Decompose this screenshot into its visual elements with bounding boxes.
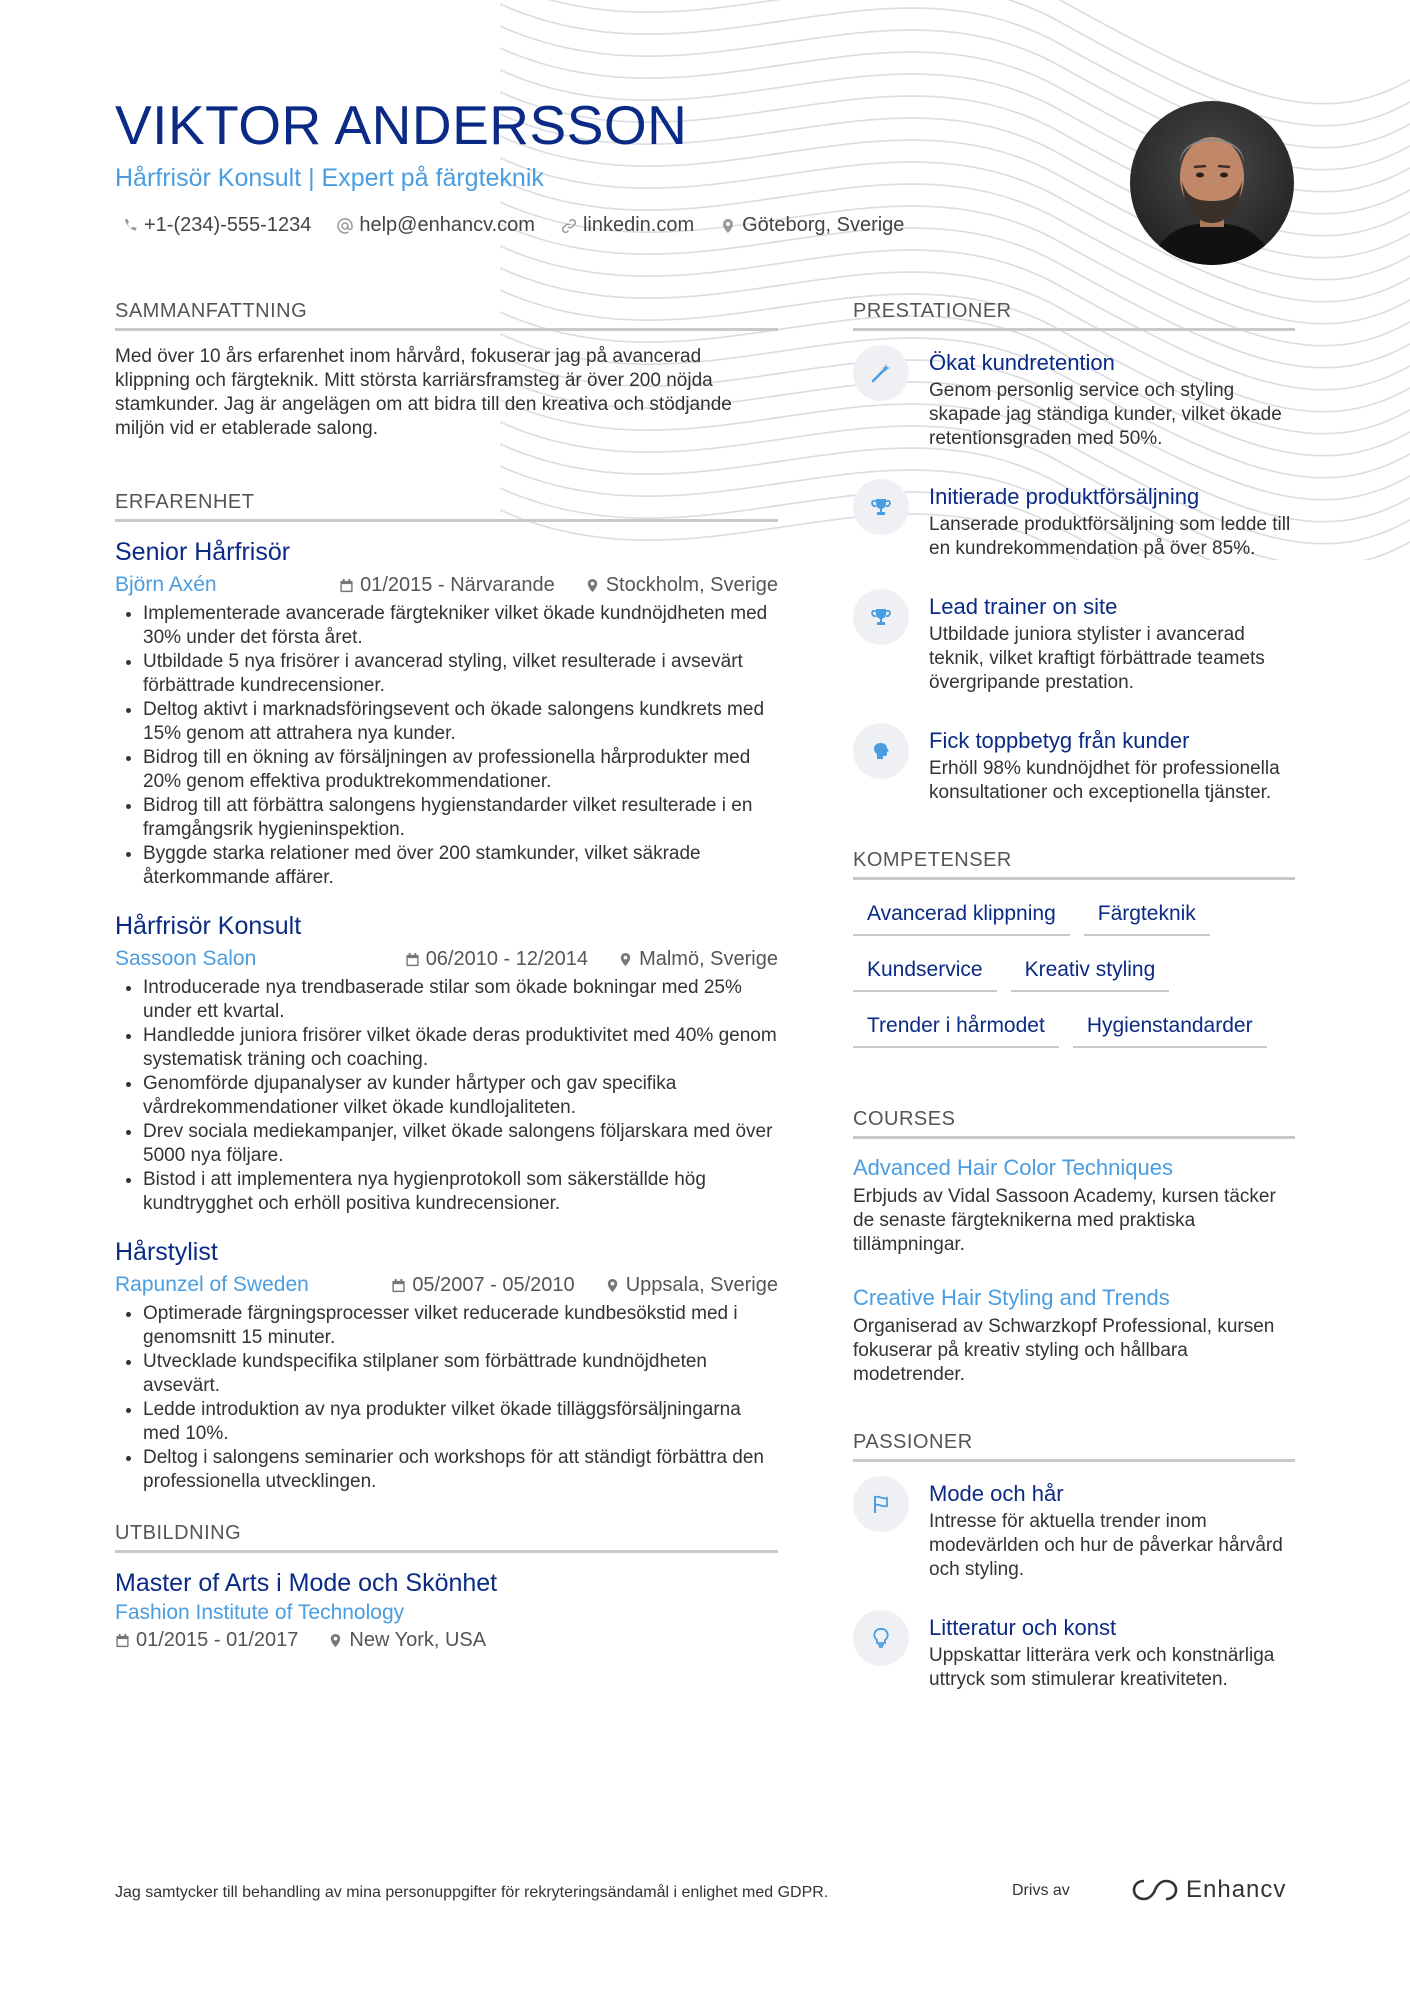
- achievement-body: [929, 479, 1295, 561]
- contact-location: [720, 214, 904, 237]
- summary-heading: SAMMANFATTNING: [115, 300, 778, 331]
- achievement-title: Initierade produktförsäljning: [929, 484, 1200, 509]
- course-title[interactable]: Creative Hair Styling and Trends: [853, 1285, 1170, 1310]
- contact-email[interactable]: [337, 214, 535, 237]
- achievement-item: [853, 723, 1295, 805]
- contact-bar: [122, 214, 904, 237]
- trophy-icon: [853, 479, 909, 535]
- left-column: [115, 300, 778, 1652]
- job-bullet: • Handledde juniora frisörer vilket ökade deras produktivitet med 40% genom systematisk träning och coaching.: [143, 1024, 778, 1072]
- skills-list: [853, 894, 1295, 1048]
- job-title: Hårfrisör Konsult: [115, 912, 302, 940]
- job-bullet: • Utbildade 5 nya frisörer i avancerad styling, vilket resulterade i avsevärt förbättrade kundrecensioner.: [143, 650, 778, 698]
- candidate-name: VIKTOR ANDERSSON: [115, 94, 688, 156]
- passion-desc: Uppskattar litterära verk och konstnärliga uttryck som stimulerar kreativiteten.: [929, 1645, 1275, 1690]
- achievement-title: Lead trainer on site: [929, 594, 1118, 619]
- calendar-icon: [339, 578, 354, 593]
- lightbulb-icon: [853, 1610, 909, 1666]
- trophy-icon: [870, 606, 892, 628]
- job-meta: [115, 944, 778, 974]
- job-meta: [115, 1270, 778, 1300]
- contact-linkedin[interactable]: [561, 214, 694, 237]
- calendar-icon: [405, 952, 420, 967]
- job-bullet: • Implementerade avancerade färgtekniker vilket ökade kundnöjdheten med 30% under det första året.: [143, 602, 778, 650]
- achievement-item: [853, 479, 1295, 561]
- job-title: Hårstylist: [115, 1238, 218, 1266]
- achievement-body: [929, 723, 1295, 805]
- job-entry: [115, 1236, 778, 1494]
- magic-wand-icon: [853, 345, 909, 401]
- contact-location-text: Göteborg, Sverige: [742, 214, 905, 236]
- job-location: [585, 574, 778, 597]
- phone-icon: [122, 218, 138, 234]
- job-dates: [405, 948, 588, 971]
- right-column: [853, 300, 1295, 1720]
- achievement-body: [929, 589, 1295, 695]
- skill-tag: Kreativ styling: [1011, 950, 1170, 992]
- brain-icon: [853, 723, 909, 779]
- contact-phone-text: +1-(234)-555-1234: [144, 214, 312, 236]
- experience-heading: ERFARENHET: [115, 491, 778, 522]
- job-location-text: Malmö, Sverige: [639, 947, 778, 970]
- achievement-item: [853, 589, 1295, 695]
- job-bullet: • Optimerade färgningsprocesser vilket reducerade kundbesökstid med i genomsnitt 15 minuter.: [143, 1302, 778, 1350]
- powered-by-label: Drivs av: [1012, 1882, 1070, 1899]
- job-bullet: • Drev sociala mediekampanjer, vilket ökade salongens följarskara med över 5000 nya följare.: [143, 1120, 778, 1168]
- course-item: [853, 1153, 1295, 1257]
- location-icon: [585, 578, 600, 593]
- job-entry: [115, 536, 778, 890]
- job-dates-text: 01/2015 - Närvarande: [360, 573, 555, 596]
- achievement-desc: Lanserade produktförsäljning som ledde till en kundrekommendation på över 85%.: [929, 514, 1291, 559]
- job-location: [605, 1274, 778, 1297]
- job-bullet: • Introducerade nya trendbaserade stilar som ökade bokningar med 25% under ett kvartal.: [143, 976, 778, 1024]
- calendar-icon: [115, 1633, 130, 1648]
- flag-icon: [853, 1476, 909, 1532]
- location-icon: [605, 1278, 620, 1293]
- job-bullet: • Deltog i salongens seminarier och workshops för att ständigt förbättra den professionella utvecklingen.: [143, 1446, 778, 1494]
- experience-list: [115, 536, 778, 1494]
- courses-heading: COURSES: [853, 1108, 1295, 1139]
- job-bullet: • Bidrog till att förbättra salongens hygienstandarder vilket resulterade i en framgångsrik hygieninspektion.: [143, 794, 778, 842]
- skill-tag: Hygienstandarder: [1073, 1006, 1267, 1048]
- flag-icon: [870, 1493, 892, 1515]
- gdpr-consent: Jag samtycker till behandling av mina personuppgifter för rekryteringsändamål i enlighet med GDPR.: [115, 1884, 829, 1901]
- job-company: Sassoon Salon: [115, 947, 257, 970]
- at-icon: [337, 218, 353, 234]
- candidate-headline: Hårfrisör Konsult | Expert på färgteknik: [115, 164, 544, 192]
- education-location: New York, USA: [328, 1629, 486, 1652]
- summary-text: Med över 10 års erfarenhet inom hårvård, fokuserar jag på avancerad klippning och färgteknik. Mitt största karriärsframsteg är över 200 nöjda stamkunder. Jag är angelägen om att bidra till den kreativa och stödjande miljön vid er etablerade salong.: [115, 346, 732, 439]
- job-meta: [115, 570, 778, 600]
- achievement-desc: Genom personlig service och styling skapade jag ständiga kunder, vilket ökade retentionsgraden med 50%.: [929, 380, 1282, 449]
- job-company: Björn Axén: [115, 573, 217, 596]
- job-bullet: • Utvecklade kundspecifika stilplaner som förbättrade kundnöjdheten avsevärt.: [143, 1350, 778, 1398]
- achievement-title: Fick toppbetyg från kunder: [929, 728, 1190, 753]
- skills-heading: KOMPETENSER: [853, 849, 1295, 880]
- contact-email-text: help@enhancv.com: [359, 214, 535, 236]
- job-bullet: • Bistod i att implementera nya hygienprotokoll som säkerställde hög kundtrygghet och erhöll positiva kundrecensioner.: [143, 1168, 778, 1216]
- location-icon: [328, 1633, 343, 1648]
- passion-body: [929, 1476, 1295, 1582]
- trophy-icon: [870, 496, 892, 518]
- calendar-icon: [391, 1278, 406, 1293]
- passion-item: [853, 1476, 1295, 1582]
- achievements-list: [853, 345, 1295, 805]
- job-bullets: [115, 1302, 778, 1494]
- job-bullet: • Bidrog till en ökning av försäljningen av professionella hårprodukter med 20% genom effektiva produktrekommendationer.: [143, 746, 778, 794]
- education-school: Fashion Institute of Technology: [115, 1601, 405, 1624]
- job-bullet: • Byggde starka relationer med över 200 stamkunder, vilket säkrade återkommande affärer.: [143, 842, 778, 890]
- job-bullet: • Deltog aktivt i marknadsföringsevent och ökade salongens kundkrets med 15% genom att attrahera nya kunder.: [143, 698, 778, 746]
- achievement-desc: Utbildade juniora stylister i avancerad teknik, vilket kraftigt förbättrade teamets övergripande prestation.: [929, 624, 1265, 693]
- passion-title: Mode och hår: [929, 1481, 1064, 1506]
- job-dates: [391, 1274, 574, 1297]
- enhancv-logo[interactable]: [1132, 1876, 1286, 1904]
- course-desc: Organiserad av Schwarzkopf Professional, kursen fokuserar på kreativ styling och hållbara modetrender.: [853, 1316, 1275, 1385]
- education-dates: 01/2015 - 01/2017: [115, 1629, 298, 1652]
- infinity-logo-icon: [1132, 1877, 1178, 1903]
- job-company: Rapunzel of Sweden: [115, 1273, 309, 1296]
- lightbulb-icon: [870, 1627, 892, 1649]
- passion-title: Litteratur och konst: [929, 1615, 1117, 1640]
- job-location: [618, 948, 778, 971]
- enhancv-logo-text: Enhancv: [1186, 1876, 1287, 1903]
- magic-wand-icon: [870, 362, 892, 384]
- passions-heading: PASSIONER: [853, 1431, 1295, 1462]
- skill-tag: Avancerad klippning: [853, 894, 1070, 936]
- achievement-desc: Erhöll 98% kundnöjdhet för professionella konsultationer och exceptionella tjänster.: [929, 758, 1280, 803]
- trophy-icon: [853, 589, 909, 645]
- job-dates-text: 06/2010 - 12/2014: [425, 947, 589, 970]
- education-degree: Master of Arts i Mode och Skönhet: [115, 1569, 498, 1597]
- education-heading: UTBILDNING: [115, 1522, 778, 1553]
- skill-tag: Färgteknik: [1084, 894, 1210, 936]
- link-icon: [561, 218, 577, 234]
- job-location-text: Uppsala, Sverige: [625, 1273, 778, 1296]
- achievement-title: Ökat kundretention: [929, 350, 1115, 375]
- location-icon: [720, 218, 736, 234]
- achievement-body: [929, 345, 1295, 451]
- job-bullet: • Ledde introduktion av nya produkter vilket ökade tilläggsförsäljningarna med 10%.: [143, 1398, 778, 1446]
- location-icon: [618, 952, 633, 967]
- course-title[interactable]: Advanced Hair Color Techniques: [853, 1155, 1173, 1180]
- passion-body: [929, 1610, 1295, 1692]
- course-desc: Erbjuds av Vidal Sassoon Academy, kursen täcker de senaste färgteknikerna med praktiska tillämpningar.: [853, 1186, 1276, 1255]
- job-bullets: [115, 976, 778, 1216]
- contact-phone[interactable]: [122, 214, 311, 237]
- education-meta: [115, 1629, 778, 1652]
- passion-item: [853, 1610, 1295, 1692]
- skill-tag: Trender i hårmodet: [853, 1006, 1059, 1048]
- brain-icon: [870, 740, 892, 762]
- job-bullets: [115, 602, 778, 890]
- skill-tag: Kundservice: [853, 950, 997, 992]
- courses-list: [853, 1153, 1295, 1387]
- course-item: [853, 1283, 1295, 1387]
- passion-desc: Intresse för aktuella trender inom modevärlden och hur de påverkar hårvård och styling.: [929, 1511, 1283, 1580]
- job-dates: [339, 574, 555, 597]
- job-bullet: • Genomförde djupanalyser av kunder hårtyper och gav specifika vårdrekommendationer vilket ökade kundlojaliteten.: [143, 1072, 778, 1120]
- contact-linkedin-text: linkedin.com: [582, 214, 695, 236]
- profile-photo: [1130, 101, 1294, 265]
- job-dates-text: 05/2007 - 05/2010: [412, 1273, 575, 1296]
- passions-list: [853, 1476, 1295, 1692]
- education-entry: [115, 1567, 778, 1652]
- job-entry: [115, 910, 778, 1216]
- achievement-item: [853, 345, 1295, 451]
- job-title: Senior Hårfrisör: [115, 538, 291, 566]
- job-location-text: Stockholm, Sverige: [605, 573, 778, 596]
- achievements-heading: PRESTATIONER: [853, 300, 1295, 331]
